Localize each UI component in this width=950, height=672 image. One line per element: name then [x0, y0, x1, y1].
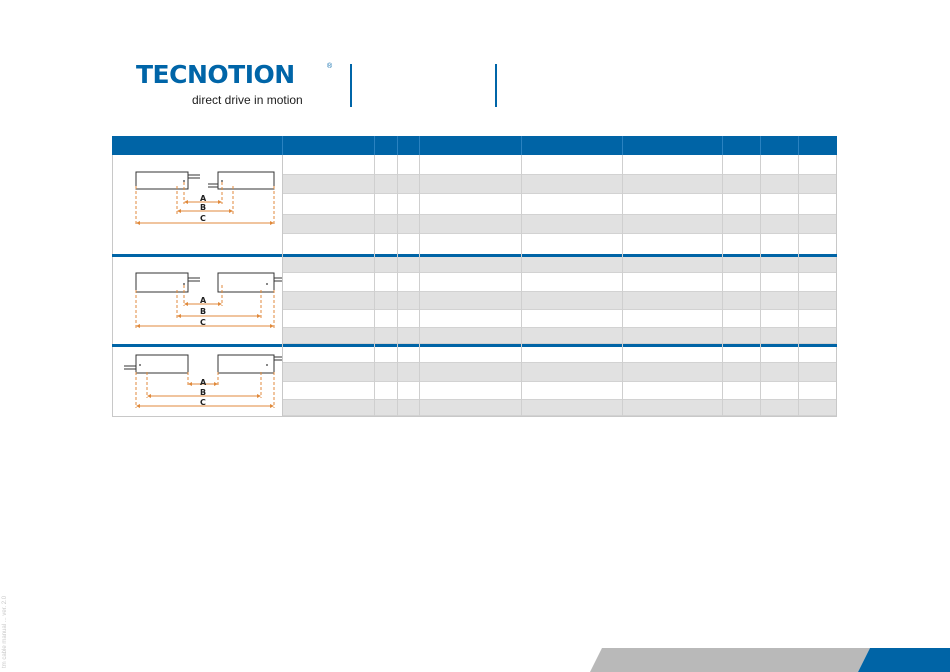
dimension-label-b: B	[200, 203, 207, 212]
table-row	[282, 155, 836, 175]
footer-bar-gray	[590, 648, 870, 672]
table-row	[282, 363, 836, 382]
footer-bar-blue	[858, 648, 950, 672]
table-row	[282, 194, 836, 215]
table-row	[282, 382, 836, 400]
table-header	[112, 136, 837, 155]
table-row	[282, 292, 836, 310]
logo-wordmark: TECNOTION	[136, 60, 295, 89]
cable-diagram-1	[118, 166, 282, 230]
table-row	[282, 215, 836, 234]
logo-registered-mark: ®	[327, 63, 333, 70]
dimension-label-b: B	[200, 388, 207, 397]
header-divider	[350, 64, 352, 107]
header-divider	[495, 64, 497, 107]
dimension-label-c: C	[200, 398, 206, 407]
dimension-label-c: C	[200, 318, 206, 327]
table-row	[282, 175, 836, 194]
dimension-label-a: A	[200, 296, 207, 305]
dimension-label-b: B	[200, 307, 207, 316]
table-row	[282, 347, 836, 363]
table-row	[282, 273, 836, 292]
logo-tagline: direct drive in motion	[192, 93, 303, 107]
table-row	[282, 234, 836, 255]
cable-diagram-3	[118, 352, 282, 414]
dimension-label-a: A	[200, 194, 207, 203]
table-row	[282, 328, 836, 344]
side-note: tm cable manual ... ver. 2.0	[2, 595, 8, 668]
dimension-label-a: A	[200, 378, 207, 387]
table-row	[282, 310, 836, 328]
table-row	[282, 400, 836, 416]
dimension-label-c: C	[200, 214, 206, 223]
table-row	[282, 257, 836, 273]
cable-diagram-2	[118, 268, 282, 332]
tecnotion-logo	[136, 62, 336, 110]
